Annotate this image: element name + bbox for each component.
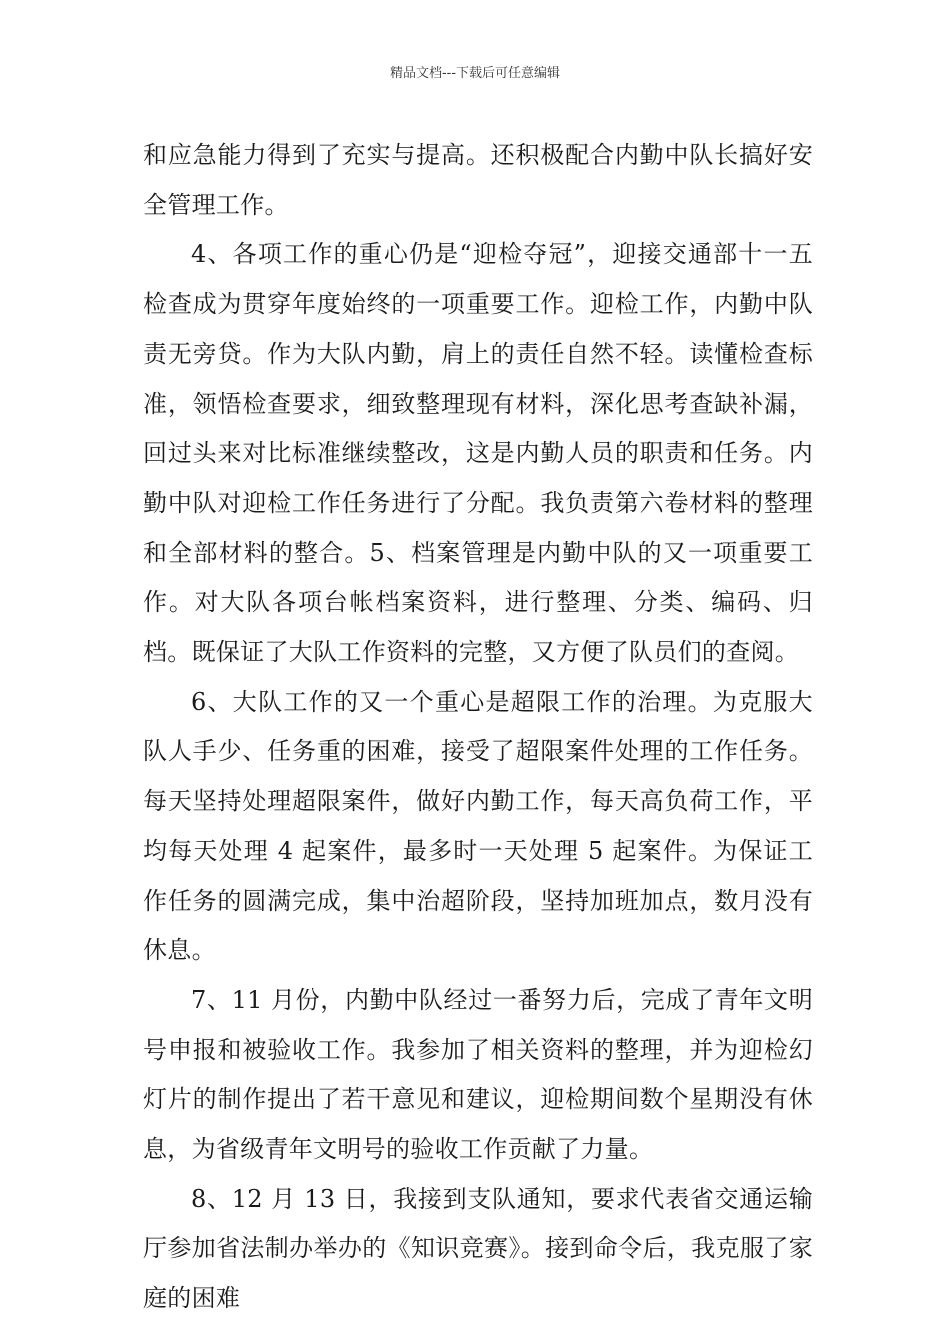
paragraph-5: 8、12 月 13 日，我接到支队通知，要求代表省交通运输厅参加省法制办举办的《知识竞赛》。接到命令后，我克服了家庭的困难 bbox=[143, 1184, 813, 1313]
paragraph-3: 6、大队工作的又一个重心是超限工作的治理。为克服大队人手少、任务重的困难，接受了超限案件处理的工作任务。每天坚持处理超限案件，做好内勤工作，每天高负荷工作，平均每天处理 4 起案件，最多时一天处理 5 起案件。为保证工作任务的圆满完成，集中治超阶段，坚持加班加点，数月没有休息。 bbox=[143, 687, 813, 965]
page-header: 精品文档---下载后可任意编辑 bbox=[389, 66, 561, 81]
paragraph-2: 4、各项工作的重心仍是“迎检夺冠”，迎接交通部十一五检查成为贯穿年度始终的一项重要工作。迎检工作，内勤中队责无旁贷。作为大队内勤，肩上的责任自然不轻。读懂检查标准，领悟检查要求，细致整理现有材料，深化思考查缺补漏，回过头来对比标准继续整改，这是内勤人员的职责和任务。内勤中队对迎检工作任务进行了分配。我负责第六卷材料的整理和全部材料的整合。5、档案管理是内勤中队的又一项重要工作。对大队各项台帐档案资料，进行整理、分类、编码、归档。既保证了大队工作资料的完整，又方便了队员们的查阅。 bbox=[143, 240, 813, 667]
paragraph-4: 7、11 月份，内勤中队经过一番努力后，完成了青年文明号申报和被验收工作。我参加了相关资料的整理，并为迎检幻灯片的制作提出了若干意见和建议，迎检期间数个星期没有休息，为省级青年文明号的验收工作贡献了力量。 bbox=[143, 985, 813, 1164]
paragraph-1: 和应急能力得到了充实与提高。还积极配合内勤中队长搞好安全管理工作。 bbox=[143, 141, 813, 219]
document-body bbox=[143, 131, 813, 1324]
